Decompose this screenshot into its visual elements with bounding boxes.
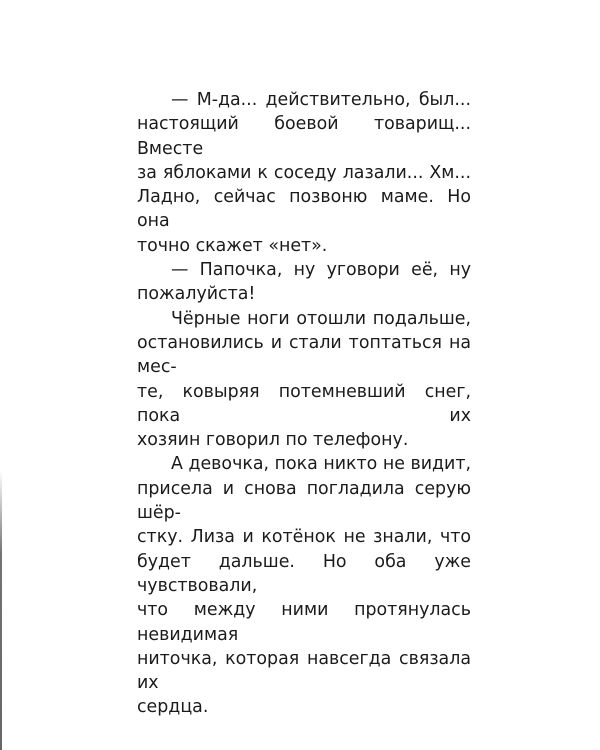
text-line: за яблоками к соседу лазали... Хм... xyxy=(137,162,471,183)
paragraph-dialogue-father xyxy=(137,88,471,258)
text-line: хозяин говорил по телефону. xyxy=(137,430,409,451)
text-line: Чёрные ноги отошли подальше, xyxy=(171,308,471,329)
story-text xyxy=(137,88,471,720)
text-line: — М-да... действительно, был... xyxy=(171,90,471,110)
text-line: сердца. xyxy=(137,697,209,718)
text-line: что между ними протянулась невидимая xyxy=(137,600,471,645)
text-line: настоящий боевой товарищ... Вместе xyxy=(137,114,471,159)
text-line: те, ковыряя потемневший снег, пока их xyxy=(137,381,471,426)
page-binding-edge xyxy=(0,470,2,750)
text-line: остановились и стали топтаться на мес- xyxy=(137,332,471,378)
text-line: Ладно, сейчас позвоню маме. Но она xyxy=(137,187,471,232)
text-line: будет дальше. Но оба уже чувствовали, xyxy=(137,551,471,596)
text-line: точно скажет «нет». xyxy=(137,235,328,256)
text-line: присела и снова погладила серую шёр- xyxy=(137,478,471,524)
text-line: пожалуйста! xyxy=(137,284,256,305)
text-line: А девочка, пока никто не видит, xyxy=(171,454,471,475)
text-line: ниточка, которая навсегда связала их xyxy=(137,648,471,694)
paragraph-narration-girl-kitten xyxy=(137,452,471,719)
text-line: стку. Лиза и котёнок не знали, что xyxy=(137,527,471,548)
paragraph-narration-feet xyxy=(137,307,471,453)
paragraph-dialogue-girl xyxy=(137,258,471,307)
text-line: — Папочка, ну уговори её, ну xyxy=(171,260,471,281)
